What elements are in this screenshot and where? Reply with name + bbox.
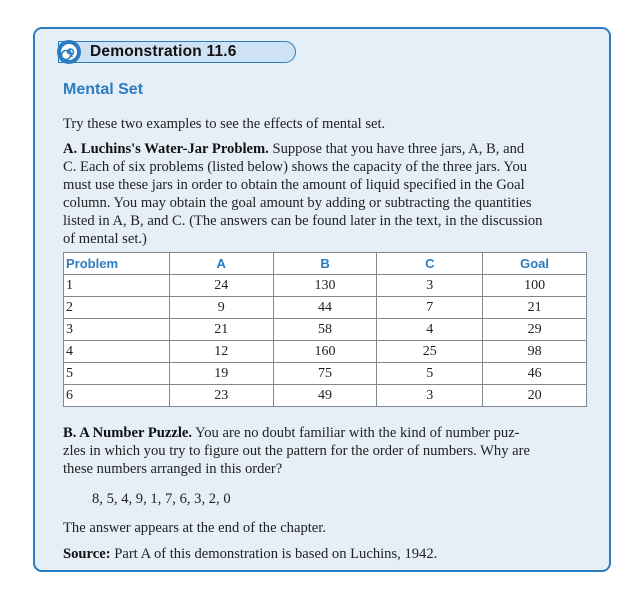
badge-label: Demonstration 11.6: [90, 43, 237, 60]
part-b-line-2: zles in which you try to figure out the pattern for the order of numbers. Why are: [63, 443, 530, 459]
cell-a: 12: [169, 341, 273, 363]
cell-problem: 5: [64, 363, 170, 385]
cell-b: 58: [273, 319, 377, 341]
cell-goal: 98: [483, 341, 587, 363]
table-header-row: [64, 253, 587, 275]
cell-a: 9: [169, 297, 273, 319]
part-a-line-3: must use these jars in order to obtain the amount of liquid specified in the Goal: [63, 177, 525, 193]
cell-c: 3: [377, 275, 483, 297]
part-a-line-1: A. Luchins's Water-Jar Problem. Suppose that you have three jars, A, B, and: [63, 141, 525, 157]
header-a: A: [169, 253, 273, 275]
part-a-line-4: column. You may obtain the goal amount by adding or subtracting the quantities: [63, 195, 532, 211]
cell-c: 4: [377, 319, 483, 341]
cell-a: 21: [169, 319, 273, 341]
cell-c: 3: [377, 385, 483, 407]
header-problem: Problem: [64, 253, 170, 275]
table-row: [64, 385, 587, 407]
answer-note: The answer appears at the end of the chapter.: [63, 520, 326, 536]
intro-text: Try these two examples to see the effects of mental set.: [63, 116, 386, 132]
demonstration-badge: [58, 41, 296, 63]
part-a-line-6: of mental set.): [63, 231, 147, 247]
cell-problem: 6: [64, 385, 170, 407]
cell-c: 7: [377, 297, 483, 319]
cell-goal: 21: [483, 297, 587, 319]
cell-b: 130: [273, 275, 377, 297]
cell-a: 24: [169, 275, 273, 297]
part-a-line-5: listed in A, B, and C. (The answers can be found later in the text, in the discussion: [63, 213, 543, 229]
cell-goal: 100: [483, 275, 587, 297]
source-line: [63, 545, 437, 563]
part-a-label: A. Luchins's Water-Jar Problem.: [63, 141, 269, 157]
cell-b: 160: [273, 341, 377, 363]
cell-a: 19: [169, 363, 273, 385]
spiral-icon: [57, 40, 81, 64]
cell-c: 5: [377, 363, 483, 385]
table-row: [64, 363, 587, 385]
part-b-label: B. A Number Puzzle.: [63, 425, 193, 441]
cell-problem: 4: [64, 341, 170, 363]
cell-problem: 2: [64, 297, 170, 319]
cell-b: 44: [273, 297, 377, 319]
cell-goal: 20: [483, 385, 587, 407]
number-sequence: 8, 5, 4, 9, 1, 7, 6, 3, 2, 0: [92, 491, 231, 507]
header-c: C: [377, 253, 483, 275]
cell-b: 49: [273, 385, 377, 407]
table-row: [64, 341, 587, 363]
water-jar-table: [63, 252, 587, 407]
header-goal: Goal: [483, 253, 587, 275]
cell-goal: 46: [483, 363, 587, 385]
source-text: Part A of this demonstration is based on Luchins, 1942.: [114, 546, 438, 562]
section-title: Mental Set: [63, 81, 144, 98]
table-row: [64, 319, 587, 341]
cell-c: 25: [377, 341, 483, 363]
cell-problem: 3: [64, 319, 170, 341]
table-row: [64, 275, 587, 297]
source-label: Source:: [63, 546, 111, 562]
header-b: B: [273, 253, 377, 275]
part-a-line-2: C. Each of six problems (listed below) shows the capacity of the three jars. You: [63, 159, 528, 175]
cell-goal: 29: [483, 319, 587, 341]
part-b-line-3: these numbers arranged in this order?: [63, 461, 283, 477]
cell-problem: 1: [64, 275, 170, 297]
part-b-line-1: B. A Number Puzzle. You are no doubt familiar with the kind of number puz-: [63, 425, 520, 441]
cell-a: 23: [169, 385, 273, 407]
table-row: [64, 297, 587, 319]
cell-b: 75: [273, 363, 377, 385]
